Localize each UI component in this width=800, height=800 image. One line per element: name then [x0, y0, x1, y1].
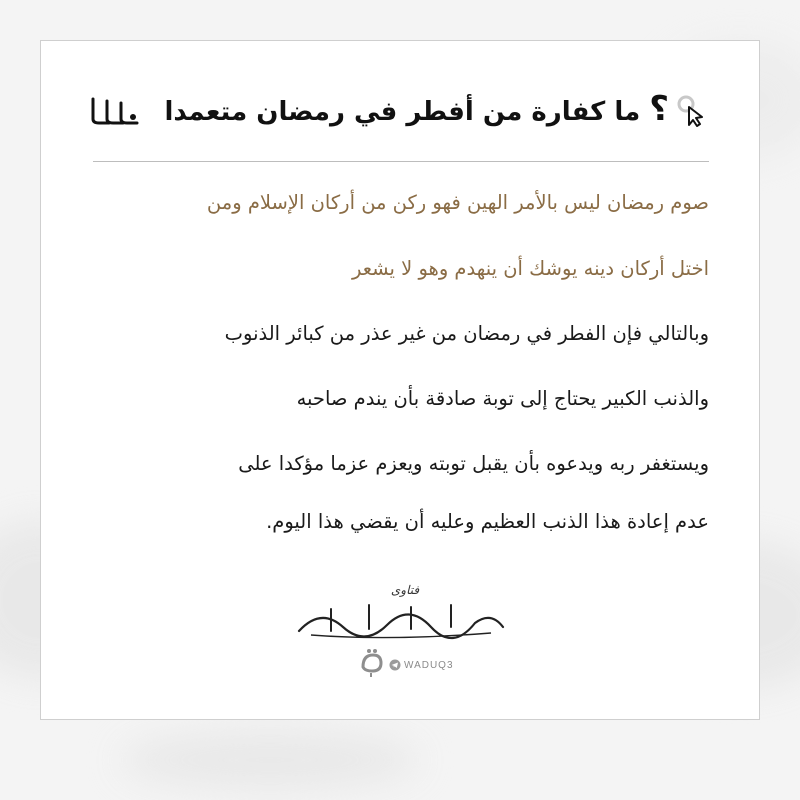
waduq3-logo-icon: [359, 647, 385, 677]
search-cursor-icon: [675, 93, 705, 127]
fatwa-card: [40, 40, 760, 720]
signature: [291, 597, 511, 641]
background-blot: [120, 730, 420, 790]
paragraph-line: صوم رمضان ليس بالأمر الهين فهو ركن من أركان الإسلام ومن: [206, 191, 709, 214]
title-row: [41, 89, 761, 129]
paragraph-line: ويستغفر ربه ويدعوه بأن يقبل توبته ويعزم عزما مؤكدا على: [238, 452, 709, 475]
paragraph-line: اختل أركان دينه يوشك أن ينهدم وهو لا يشعر: [351, 257, 709, 280]
telegram-icon: [389, 659, 401, 671]
watermark-row: [389, 655, 454, 675]
arabic-calligraphy-logo: [87, 95, 143, 125]
watermark-text: WADUQ3: [404, 659, 454, 671]
fatawa-label: فتاوى: [390, 583, 420, 597]
title-question-mark: ؟: [649, 89, 669, 129]
title-text: ما كفارة من أفطر في رمضان متعمدا: [164, 97, 641, 127]
paragraph-line: وبالتالي فإن الفطر في رمضان من غير عذر من كبائر الذنوب: [224, 322, 709, 345]
page-title: [164, 89, 669, 132]
paragraph-line: عدم إعادة هذا الذنب العظيم وعليه أن يقضي هذا اليوم.: [266, 510, 709, 533]
title-divider: [93, 161, 709, 162]
paragraph-line: والذنب الكبير يحتاج إلى توبة صادقة بأن يندم صاحبه: [296, 387, 709, 410]
